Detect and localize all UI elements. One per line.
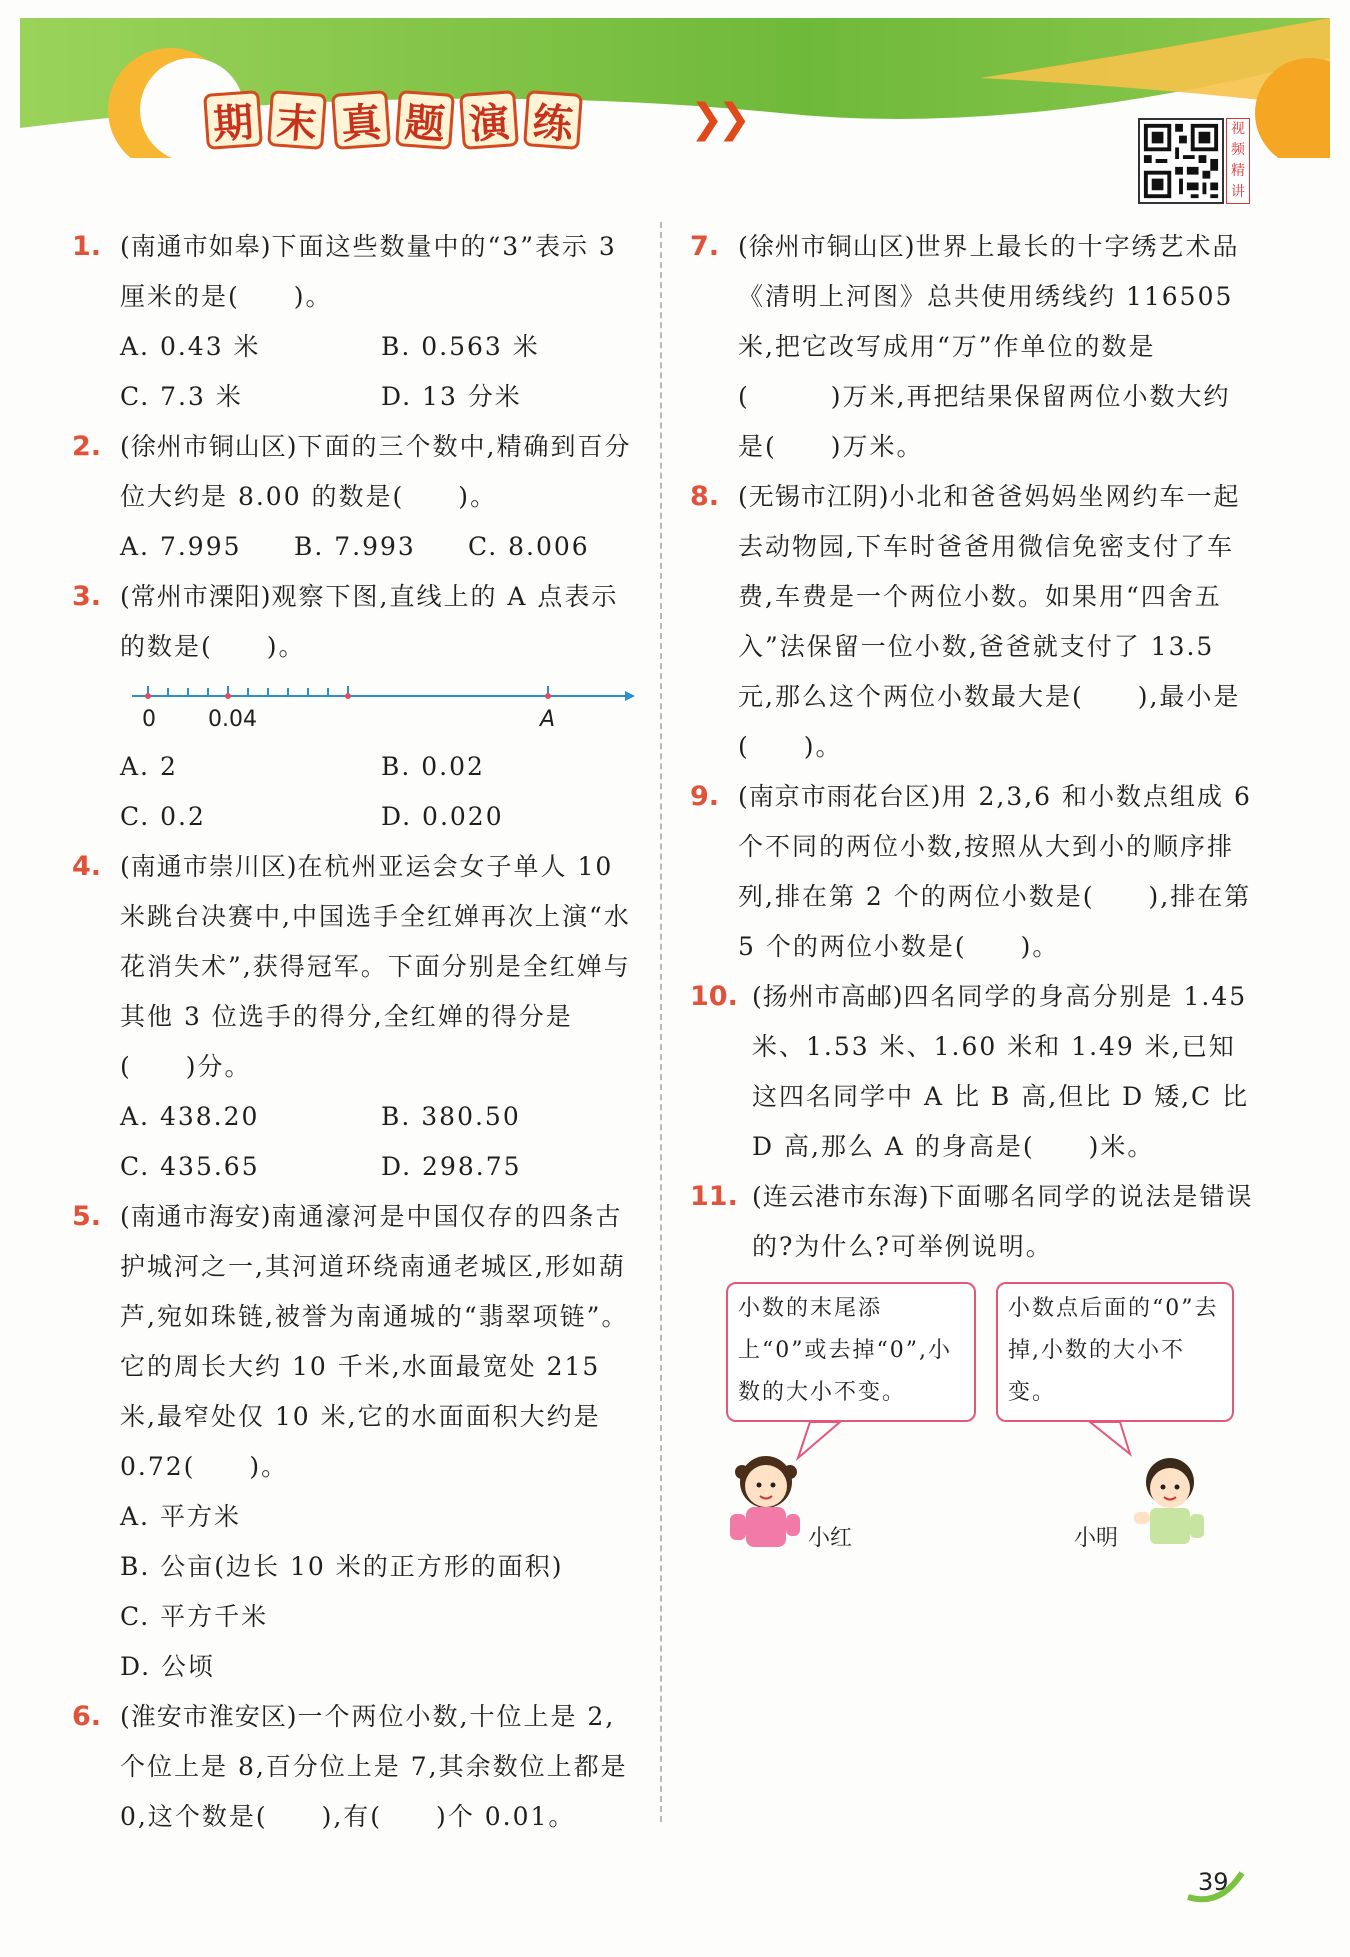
options-q2 <box>72 522 642 572</box>
question-2 <box>72 422 642 522</box>
question-number: 7. <box>690 231 720 262</box>
video-explain-tag <box>1226 118 1250 204</box>
question-number: 9. <box>690 781 720 812</box>
question-source: (南京市雨花台区) <box>738 782 942 811</box>
question-source: (徐州市铜山区) <box>120 432 298 461</box>
question-source: (南通市崇川区) <box>120 852 298 881</box>
title-char: 题 <box>395 90 455 150</box>
question-text: 下面哪名同学的说法是错误的?为什么?可举例说明。 <box>752 1182 1254 1261</box>
question-number: 4. <box>72 851 102 882</box>
question-number: 1. <box>72 231 102 262</box>
name-label-xiaoming: 小明 <box>1074 1526 1119 1551</box>
question-source: (无锡市江阴) <box>738 482 890 511</box>
question-number: 8. <box>690 481 720 512</box>
option: D. 13 分米 <box>381 382 522 411</box>
question-text: 观察下图,直线上的 A 点表示的数是( )。 <box>120 582 619 661</box>
option: C. 8.006 <box>468 532 590 561</box>
question-4 <box>72 842 642 1092</box>
right-column <box>690 222 1255 1552</box>
question-source: (常州市溧阳) <box>120 582 272 611</box>
question-number: 3. <box>72 581 102 612</box>
question-6 <box>72 1692 642 1842</box>
question-number: 10. <box>690 981 738 1012</box>
question-number: 2. <box>72 431 102 462</box>
chapter-title <box>205 92 581 148</box>
option: B. 公亩(边长 10 米的正方形的面积) <box>120 1552 564 1581</box>
tag-char: 讲 <box>1231 184 1245 200</box>
option: B. 380.50 <box>381 1102 521 1131</box>
girl-figure <box>730 1456 800 1547</box>
question-8 <box>690 472 1255 772</box>
question-text: 在杭州亚运会女子单人 10 米跳台决赛中,中国选手全红婵再次上演“水花消失术”,获得冠军。下面分别是全红婵与其他 3 位选手的得分,全红婵的得分是( )分。 <box>120 852 631 1081</box>
option: A. 438.20 <box>120 1102 260 1131</box>
option: B. 7.993 <box>294 532 416 561</box>
question-text: 小北和爸爸妈妈坐网约车一起去动物园,下车时爸爸用微信免密支付了车费,车费是一个两位小数。如果用“四舍五入”法保留一位小数,爸爸就支付了 13.5 元,那么这个两位小数最大是( ),最小是( )。 <box>738 482 1241 761</box>
option: A. 7.995 <box>120 532 242 561</box>
question-text: 世界上最长的十字绣艺术品《清明上河图》总共使用绣线约 116505 米,把它改写成用“万”作单位的数是( )万米,再把结果保留两位小数大约是( )万米。 <box>738 232 1240 461</box>
number-line <box>120 672 642 742</box>
title-char: 末 <box>267 90 327 150</box>
option: D. 公顷 <box>120 1652 216 1681</box>
tag-char: 频 <box>1231 142 1245 158</box>
question-9 <box>690 772 1255 972</box>
question-text: 一个两位小数,十位上是 2,个位上是 8,百分位上是 7,其余数位上都是 0,这个数是( ),有( )个 0.01。 <box>120 1702 628 1831</box>
option: A. 2 <box>120 752 178 781</box>
number-line-zero-label: 0 <box>142 707 156 732</box>
speech-bubble-xiaohong: 小数的末尾添上“0”或去掉“0”,小数的大小不变。 <box>726 1282 976 1422</box>
option: C. 435.65 <box>120 1152 260 1181</box>
option: C. 0.2 <box>120 802 206 831</box>
options-q5 <box>72 1492 642 1692</box>
question-number: 5. <box>72 1201 102 1232</box>
question-text: 下面的三个数中,精确到百分位大约是 8.00 的数是( )。 <box>120 432 632 511</box>
option: A. 平方米 <box>120 1502 241 1531</box>
question-10 <box>690 972 1255 1172</box>
question-text: 南通濠河是中国仅存的四条古护城河之一,其河道环绕南通老城区,形如葫芦,宛如珠链,被誉为南通城的“翡翠项链”。它的周长大约 10 千米,水面最宽处 215 米,最窄处仅 10 米,它的水面面积大约是 0.72( )。 <box>120 1202 629 1481</box>
number-line-point-a-label: A <box>540 707 556 732</box>
tag-char: 精 <box>1231 163 1245 179</box>
question-3 <box>72 572 642 672</box>
question-11 <box>690 1172 1255 1272</box>
option: B. 0.563 米 <box>381 332 540 361</box>
option: D. 0.020 <box>381 802 504 831</box>
title-char: 演 <box>459 90 519 150</box>
option: D. 298.75 <box>381 1152 522 1181</box>
question-source: (徐州市铜山区) <box>738 232 916 261</box>
question-text: 四名同学的身高分别是 1.45 米、1.53 米、1.60 米和 1.49 米,已知这四名同学中 A 比 B 高,但比 D 矮,C 比 D 高,那么 A 的身高是( )米。 <box>752 982 1250 1161</box>
title-char: 练 <box>523 90 583 150</box>
question-source: (连云港市东海) <box>752 1182 930 1211</box>
speech-bubble-xiaoming: 小数点后面的“0”去掉,小数的大小不变。 <box>996 1282 1234 1422</box>
name-label-xiaohong: 小红 <box>808 1526 853 1551</box>
option: C. 7.3 米 <box>120 382 243 411</box>
option: C. 平方千米 <box>120 1602 269 1631</box>
arrow-decoration-icon: ❯❯ <box>690 96 746 142</box>
options-q4 <box>72 1092 642 1192</box>
column-divider <box>660 222 662 1822</box>
boy-figure <box>1134 1458 1204 1544</box>
question-7 <box>690 222 1255 472</box>
question-source: (南通市如皋) <box>120 232 272 261</box>
title-char: 期 <box>203 90 263 150</box>
option: A. 0.43 米 <box>120 332 261 361</box>
question-source: (南通市海安) <box>120 1202 272 1231</box>
option: B. 0.02 <box>381 752 485 781</box>
title-char: 真 <box>331 90 391 150</box>
dialogue-illustration <box>690 1282 1255 1552</box>
question-1 <box>72 222 642 322</box>
qr-code[interactable] <box>1138 118 1224 204</box>
question-5 <box>72 1192 642 1492</box>
qr-code-icon <box>1140 120 1222 202</box>
left-column <box>72 222 642 1842</box>
options-q3 <box>72 742 642 842</box>
options-q1 <box>72 322 642 422</box>
page-number: 39 <box>1198 1868 1229 1896</box>
question-source: (淮安市淮安区) <box>120 1702 298 1731</box>
question-source: (扬州市高邮) <box>752 982 904 1011</box>
question-number: 6. <box>72 1701 102 1732</box>
question-number: 11. <box>690 1181 738 1212</box>
question-text: 用 2,3,6 和小数点组成 6 个不同的两位小数,按照从大到小的顺序排列,排在第 2 个的两位小数是( ),排在第 5 个的两位小数是( )。 <box>738 782 1252 961</box>
number-line-graphic <box>120 672 640 742</box>
question-text: 下面这些数量中的“3”表示 3 厘米的是( )。 <box>120 232 617 311</box>
number-line-mark-label: 0.04 <box>208 707 257 732</box>
tag-char: 视 <box>1231 121 1245 137</box>
